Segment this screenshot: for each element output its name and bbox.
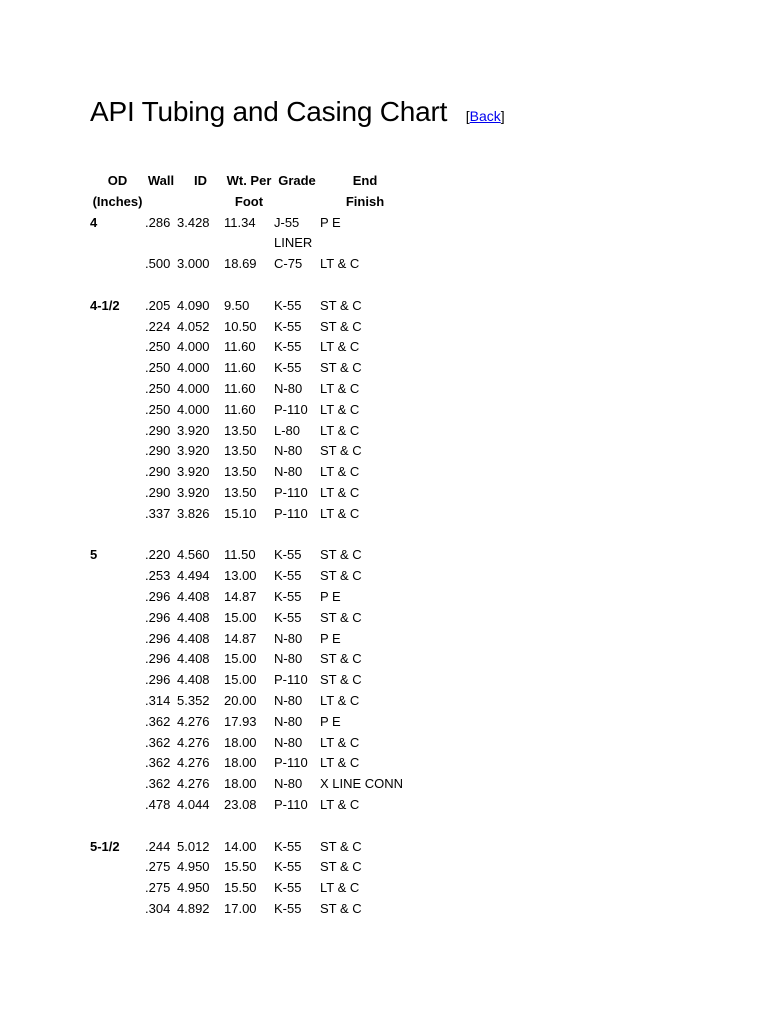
table-row — [90, 629, 410, 650]
od-cell — [90, 275, 145, 296]
grade-cell: LINER — [274, 235, 313, 251]
id-cell: 4.276 — [177, 713, 210, 729]
wall-cell: .362 — [145, 755, 171, 771]
od-cell — [90, 795, 145, 816]
column-header-wt: Foot — [234, 193, 264, 209]
end-finish-cell: LT & C — [320, 339, 360, 355]
grade-cell: K-55 — [274, 838, 302, 854]
od-cell — [90, 379, 145, 400]
wall-cell — [145, 816, 177, 837]
weight-per-foot-cell: 11.60 — [224, 360, 256, 376]
od-cell — [90, 857, 145, 878]
grade-cell: N-80 — [274, 380, 303, 396]
grade-cell: N-80 — [274, 692, 303, 708]
id-cell: 4.950 — [177, 859, 210, 875]
wall-cell: .244 — [145, 838, 171, 854]
weight-per-foot-cell: 11.50 — [224, 547, 256, 563]
page-title: API Tubing and Casing Chart — [90, 96, 448, 127]
wall-cell: .296 — [145, 630, 171, 646]
table-row — [90, 691, 410, 712]
table-row — [90, 649, 410, 670]
wall-cell: .478 — [145, 796, 171, 812]
wall-cell — [145, 525, 177, 546]
wall-cell: .304 — [145, 900, 171, 916]
id-cell: 4.276 — [177, 776, 210, 792]
od-cell — [90, 504, 145, 525]
id-cell: 4.000 — [177, 401, 210, 417]
weight-per-foot-cell: 13.50 — [224, 484, 257, 500]
wall-cell: .314 — [145, 692, 171, 708]
od-cell — [90, 358, 145, 379]
wall-cell: .362 — [145, 776, 171, 792]
title-line — [90, 96, 505, 128]
weight-per-foot-cell: 13.50 — [224, 464, 257, 480]
table-row — [90, 837, 410, 858]
od-cell — [90, 712, 145, 733]
od-cell — [90, 774, 145, 795]
end-finish-cell: ST & C — [320, 297, 362, 313]
table-row — [90, 441, 410, 462]
table-row — [90, 545, 410, 566]
grade-cell: N-80 — [274, 713, 303, 729]
column-header-od: (Inches) — [92, 193, 143, 209]
weight-per-foot-cell — [224, 233, 274, 254]
end-finish-cell: LT & C — [320, 796, 360, 812]
od-cell: 4 — [90, 214, 98, 230]
od-cell — [90, 587, 145, 608]
grade-cell: J-55 — [274, 214, 300, 230]
end-finish-cell: LT & C — [320, 734, 360, 750]
od-cell — [90, 878, 145, 899]
grade-cell: K-55 — [274, 588, 302, 604]
grade-cell: K-55 — [274, 547, 302, 563]
wall-cell: .337 — [145, 505, 171, 521]
weight-per-foot-cell: 18.00 — [224, 755, 257, 771]
end-finish-cell: LT & C — [320, 505, 360, 521]
table-row — [90, 400, 410, 421]
weight-per-foot-cell — [224, 275, 274, 296]
id-cell — [177, 816, 224, 837]
weight-per-foot-cell: 9.50 — [224, 297, 250, 313]
weight-per-foot-cell: 15.00 — [224, 651, 257, 667]
end-finish-cell: LT & C — [320, 401, 360, 417]
od-cell — [90, 899, 145, 920]
header-row — [90, 192, 410, 213]
grade-cell: N-80 — [274, 630, 303, 646]
od-cell — [90, 525, 145, 546]
weight-per-foot-cell: 14.87 — [224, 588, 257, 604]
grade-cell: N-80 — [274, 734, 303, 750]
wall-cell: .362 — [145, 734, 171, 750]
id-cell — [177, 525, 224, 546]
table-row — [90, 857, 410, 878]
column-header-grade — [274, 192, 320, 213]
grade-cell: K-55 — [274, 360, 302, 376]
wall-cell: .250 — [145, 380, 171, 396]
table-row — [90, 774, 410, 795]
end-finish-cell: LT & C — [320, 880, 360, 896]
back-bracket-close: ] — [500, 108, 505, 124]
column-header-end: End — [352, 173, 378, 188]
weight-per-foot-cell: 14.00 — [224, 838, 257, 854]
id-cell: 4.044 — [177, 796, 210, 812]
end-finish-cell — [320, 275, 410, 296]
table-row — [90, 317, 410, 338]
wall-cell: .290 — [145, 484, 171, 500]
weight-per-foot-cell: 20.00 — [224, 692, 257, 708]
table-row — [90, 525, 410, 546]
end-finish-cell — [320, 233, 410, 254]
weight-per-foot-cell — [224, 816, 274, 837]
od-cell — [90, 733, 145, 754]
end-finish-cell: ST & C — [320, 859, 362, 875]
grade-cell: P-110 — [274, 755, 308, 771]
column-header-od: OD — [107, 173, 128, 188]
id-cell: 4.000 — [177, 339, 210, 355]
table-row — [90, 275, 410, 296]
wall-cell: .275 — [145, 880, 171, 896]
weight-per-foot-cell: 15.50 — [224, 880, 257, 896]
id-cell: 3.428 — [177, 214, 210, 230]
column-header-id: ID — [194, 173, 207, 188]
end-finish-cell: ST & C — [320, 568, 362, 584]
end-finish-cell — [320, 816, 410, 837]
id-cell: 3.920 — [177, 484, 210, 500]
table-row — [90, 670, 410, 691]
back-link[interactable]: Back — [469, 108, 501, 124]
grade-cell: C-75 — [274, 256, 303, 272]
wall-cell: .290 — [145, 464, 171, 480]
id-cell: 4.494 — [177, 568, 210, 584]
end-finish-cell: LT & C — [320, 464, 360, 480]
id-cell: 4.950 — [177, 880, 210, 896]
column-header-wall — [145, 192, 177, 213]
wall-cell: .220 — [145, 547, 171, 563]
wall-cell: .296 — [145, 609, 171, 625]
id-cell — [177, 275, 224, 296]
weight-per-foot-cell: 18.00 — [224, 734, 257, 750]
end-finish-cell: ST & C — [320, 547, 362, 563]
wall-cell — [145, 233, 177, 254]
grade-cell: P-110 — [274, 672, 308, 688]
grade-cell: N-80 — [274, 776, 303, 792]
od-cell: 5-1/2 — [90, 838, 120, 854]
weight-per-foot-cell: 15.10 — [224, 505, 257, 521]
end-finish-cell: P E — [320, 630, 341, 646]
column-header-end: Finish — [345, 193, 385, 209]
grade-cell — [274, 816, 320, 837]
table-row — [90, 733, 410, 754]
table-row — [90, 421, 410, 442]
wall-cell: .286 — [145, 214, 171, 230]
wall-cell: .275 — [145, 859, 171, 875]
weight-per-foot-cell: 10.50 — [224, 318, 257, 334]
id-cell: 3.920 — [177, 443, 210, 459]
wall-cell: .296 — [145, 672, 171, 688]
grade-cell: K-55 — [274, 900, 302, 916]
end-finish-cell: P E — [320, 214, 341, 230]
table-row — [90, 483, 410, 504]
grade-cell: P-110 — [274, 796, 308, 812]
id-cell: 4.408 — [177, 651, 210, 667]
wall-cell: .296 — [145, 651, 171, 667]
back-link-wrapper — [466, 108, 505, 124]
id-cell: 4.560 — [177, 547, 210, 563]
weight-per-foot-cell: 11.34 — [224, 214, 256, 230]
wall-cell: .290 — [145, 443, 171, 459]
end-finish-cell: LT & C — [320, 256, 360, 272]
table-row — [90, 233, 410, 254]
weight-per-foot-cell: 17.00 — [224, 900, 257, 916]
column-header-grade: Grade — [278, 173, 316, 188]
weight-per-foot-cell: 11.60 — [224, 401, 256, 417]
id-cell: 5.012 — [177, 838, 210, 854]
id-cell: 4.276 — [177, 755, 210, 771]
od-cell — [90, 400, 145, 421]
weight-per-foot-cell: 15.00 — [224, 672, 257, 688]
id-cell: 4.090 — [177, 297, 210, 313]
table-body — [90, 213, 410, 920]
table-row — [90, 379, 410, 400]
id-cell: 4.408 — [177, 609, 210, 625]
grade-cell: L-80 — [274, 422, 301, 438]
id-cell: 4.000 — [177, 360, 210, 376]
od-cell — [90, 691, 145, 712]
wall-cell: .250 — [145, 339, 171, 355]
grade-cell: K-55 — [274, 880, 302, 896]
end-finish-cell — [320, 525, 410, 546]
wall-cell: .296 — [145, 588, 171, 604]
end-finish-cell: ST & C — [320, 672, 362, 688]
grade-cell: K-55 — [274, 859, 302, 875]
end-finish-cell: ST & C — [320, 443, 362, 459]
table-row — [90, 795, 410, 816]
grade-cell: P-110 — [274, 505, 308, 521]
grade-cell — [274, 275, 320, 296]
id-cell: 4.276 — [177, 734, 210, 750]
end-finish-cell: ST & C — [320, 360, 362, 376]
grade-cell: K-55 — [274, 339, 302, 355]
wall-cell: .205 — [145, 297, 171, 313]
table-row — [90, 462, 410, 483]
grade-cell: N-80 — [274, 651, 303, 667]
table-row — [90, 878, 410, 899]
od-cell — [90, 608, 145, 629]
table-row — [90, 213, 410, 234]
id-cell: 3.920 — [177, 464, 210, 480]
header-row — [90, 171, 410, 192]
id-cell: 4.892 — [177, 900, 210, 916]
end-finish-cell: ST & C — [320, 838, 362, 854]
od-cell — [90, 462, 145, 483]
end-finish-cell: ST & C — [320, 651, 362, 667]
column-header-id — [177, 192, 224, 213]
id-cell: 4.408 — [177, 588, 210, 604]
weight-per-foot-cell: 18.69 — [224, 256, 257, 272]
end-finish-cell: P E — [320, 588, 341, 604]
od-cell — [90, 254, 145, 275]
id-cell: 3.826 — [177, 505, 210, 521]
wall-cell: .290 — [145, 422, 171, 438]
od-cell — [90, 483, 145, 504]
od-cell — [90, 566, 145, 587]
id-cell: 3.000 — [177, 256, 210, 272]
end-finish-cell: LT & C — [320, 484, 360, 500]
od-cell — [90, 753, 145, 774]
table-row — [90, 753, 410, 774]
grade-cell: N-80 — [274, 443, 303, 459]
od-cell — [90, 337, 145, 358]
weight-per-foot-cell — [224, 525, 274, 546]
table-row — [90, 899, 410, 920]
table-row — [90, 816, 410, 837]
wall-cell — [145, 275, 177, 296]
table-row — [90, 504, 410, 525]
end-finish-cell: LT & C — [320, 422, 360, 438]
od-cell — [90, 233, 145, 254]
od-cell — [90, 317, 145, 338]
od-cell: 4-1/2 — [90, 297, 120, 313]
casing-chart-table — [90, 171, 410, 920]
grade-cell: K-55 — [274, 297, 302, 313]
wall-cell: .250 — [145, 401, 171, 417]
end-finish-cell: ST & C — [320, 900, 362, 916]
weight-per-foot-cell: 15.50 — [224, 859, 257, 875]
grade-cell — [274, 525, 320, 546]
id-cell: 4.408 — [177, 630, 210, 646]
table-row — [90, 254, 410, 275]
grade-cell: N-80 — [274, 464, 303, 480]
od-cell — [90, 670, 145, 691]
weight-per-foot-cell: 13.50 — [224, 443, 257, 459]
od-cell — [90, 816, 145, 837]
end-finish-cell: X LINE CONN — [320, 776, 404, 792]
table-row — [90, 337, 410, 358]
od-cell — [90, 629, 145, 650]
wall-cell: .224 — [145, 318, 171, 334]
weight-per-foot-cell: 11.60 — [224, 339, 256, 355]
id-cell: 5.352 — [177, 692, 210, 708]
end-finish-cell: LT & C — [320, 692, 360, 708]
wall-cell: .253 — [145, 568, 171, 584]
od-cell: 5 — [90, 547, 98, 563]
wall-cell: .500 — [145, 256, 171, 272]
end-finish-cell: LT & C — [320, 755, 360, 771]
weight-per-foot-cell: 23.08 — [224, 796, 257, 812]
id-cell: 4.408 — [177, 672, 210, 688]
grade-cell: K-55 — [274, 568, 302, 584]
grade-cell: P-110 — [274, 484, 308, 500]
id-cell — [177, 233, 224, 254]
weight-per-foot-cell: 14.87 — [224, 630, 257, 646]
od-cell — [90, 421, 145, 442]
table-row — [90, 587, 410, 608]
end-finish-cell: P E — [320, 713, 341, 729]
weight-per-foot-cell: 17.93 — [224, 713, 257, 729]
id-cell: 4.000 — [177, 380, 210, 396]
od-cell — [90, 441, 145, 462]
table-header — [90, 171, 410, 213]
weight-per-foot-cell: 11.60 — [224, 380, 256, 396]
table-row — [90, 608, 410, 629]
end-finish-cell: ST & C — [320, 318, 362, 334]
table-row — [90, 358, 410, 379]
end-finish-cell: ST & C — [320, 609, 362, 625]
table-row — [90, 712, 410, 733]
column-header-wt: Wt. Per — [226, 173, 272, 188]
wall-cell: .250 — [145, 360, 171, 376]
id-cell: 4.052 — [177, 318, 210, 334]
table-row — [90, 566, 410, 587]
weight-per-foot-cell: 13.00 — [224, 568, 257, 584]
weight-per-foot-cell: 15.00 — [224, 609, 257, 625]
weight-per-foot-cell: 18.00 — [224, 776, 257, 792]
grade-cell: P-110 — [274, 401, 308, 417]
column-header-wall: Wall — [147, 173, 175, 188]
grade-cell: K-55 — [274, 609, 302, 625]
id-cell: 3.920 — [177, 422, 210, 438]
grade-cell: K-55 — [274, 318, 302, 334]
wall-cell: .362 — [145, 713, 171, 729]
back-bracket-open: [ — [465, 108, 470, 124]
end-finish-cell: LT & C — [320, 380, 360, 396]
weight-per-foot-cell: 13.50 — [224, 422, 257, 438]
table-row — [90, 296, 410, 317]
od-cell — [90, 649, 145, 670]
